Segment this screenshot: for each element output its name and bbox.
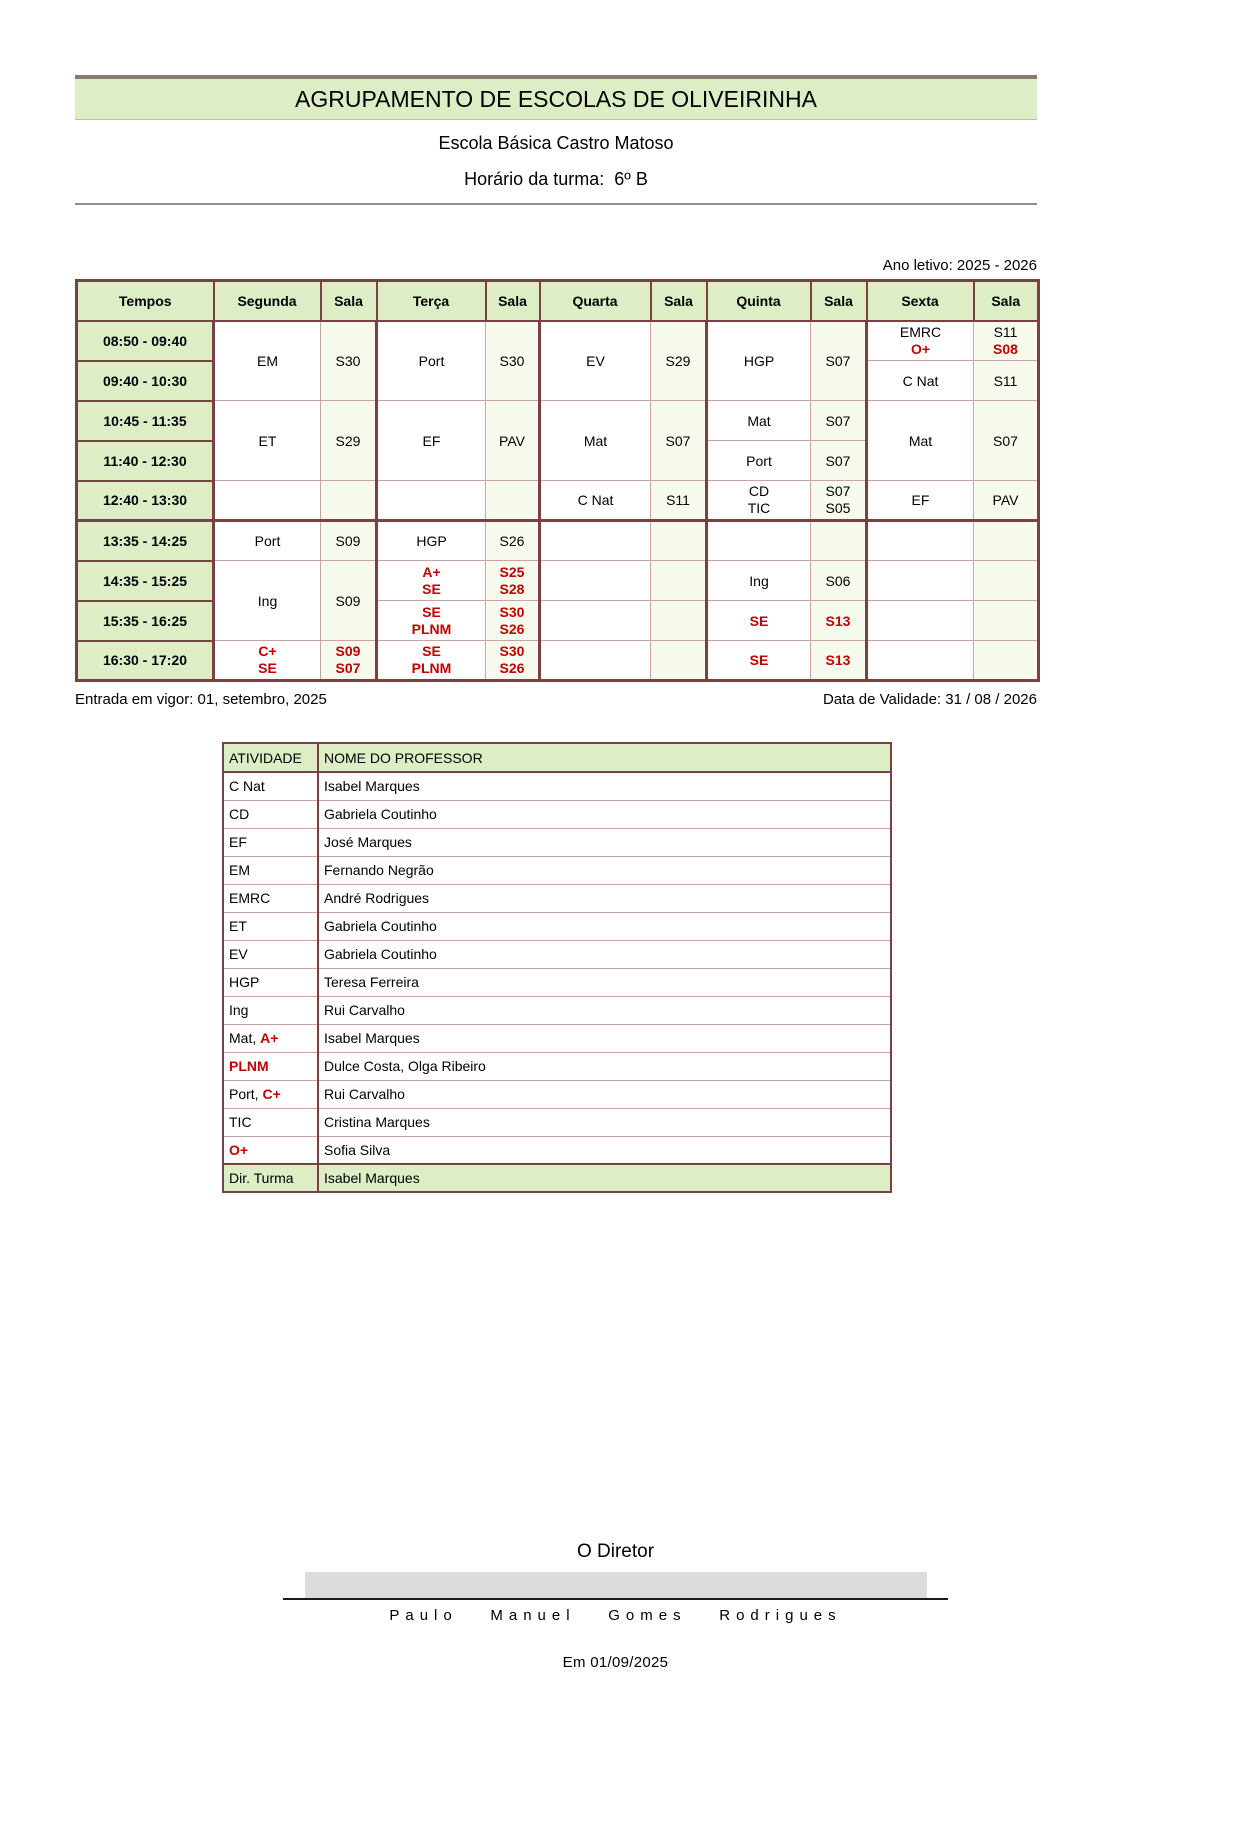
time-slot: 09:40 - 10:30 — [77, 361, 214, 401]
validity-date: Data de Validade: 31 / 08 / 2026 — [822, 691, 1037, 708]
signature-bar — [305, 1572, 927, 1598]
activity-cell — [223, 828, 318, 856]
time-slot: 12:40 - 13:30 — [77, 481, 214, 521]
room-line: S26 — [499, 660, 525, 676]
subject-cell: Ing — [214, 561, 321, 641]
professor-cell: José Marques — [318, 828, 891, 856]
room-cell — [974, 321, 1039, 361]
activity-label: Dir. Turma — [229, 1170, 294, 1186]
column-header: Terça — [377, 281, 486, 321]
subject-cell: EF — [377, 401, 486, 481]
table-row — [223, 912, 891, 940]
activity-cell — [223, 800, 318, 828]
empty-cell — [214, 481, 321, 521]
professor-cell: Gabriela Coutinho — [318, 800, 891, 828]
table-row — [223, 1136, 891, 1164]
subject-line: TIC — [747, 500, 771, 516]
empty-cell — [811, 521, 867, 561]
subject-cell: Mat — [540, 401, 651, 481]
activity-cell — [223, 1108, 318, 1136]
activity-cell — [223, 856, 318, 884]
professor-cell: André Rodrigues — [318, 884, 891, 912]
teachers-header-row — [223, 743, 891, 772]
column-header: Sala — [651, 281, 707, 321]
activity-label: TIC — [229, 1114, 252, 1130]
subject-cell: Port — [214, 521, 321, 561]
room-line: S07 — [825, 483, 851, 499]
activity-label: ET — [229, 918, 247, 934]
signature-line — [283, 1572, 948, 1600]
table-row — [223, 1164, 891, 1192]
subject-cell: C Nat — [867, 361, 974, 401]
subject-cell: SE — [707, 601, 811, 641]
subject-line: CD — [748, 483, 770, 499]
activity-label: EF — [229, 834, 247, 850]
column-header: Sala — [321, 281, 377, 321]
room-line: S30 — [499, 643, 525, 659]
table-row — [77, 321, 1039, 361]
activity-label: Ing — [229, 1002, 249, 1018]
teachers-column-header: NOME DO PROFESSOR — [318, 743, 891, 772]
activity-label: Mat, — [229, 1030, 261, 1046]
subject-line: A+ — [422, 563, 441, 580]
activity-label: EM — [229, 862, 250, 878]
time-slot: 15:35 - 16:25 — [77, 601, 214, 641]
table-row — [223, 996, 891, 1024]
empty-cell — [651, 641, 707, 681]
empty-cell — [867, 641, 974, 681]
room-line: S30 — [499, 603, 525, 620]
subject-cell: SE — [707, 641, 811, 681]
table-row — [77, 561, 1039, 601]
room-cell: S09 — [321, 521, 377, 561]
time-slot: 10:45 - 11:35 — [77, 401, 214, 441]
school-name: Escola Básica Castro Matoso — [438, 133, 674, 153]
time-slot: 14:35 - 15:25 — [77, 561, 214, 601]
director-name: Paulo Manuel Gomes Rodrigues — [389, 1607, 842, 1624]
table-row — [77, 521, 1039, 561]
column-header: Sala — [974, 281, 1039, 321]
column-header: Sala — [486, 281, 540, 321]
room-cell: S29 — [321, 401, 377, 481]
subject-cell — [867, 321, 974, 361]
professor-cell: Fernando Negrão — [318, 856, 891, 884]
room-cell: S29 — [651, 321, 707, 401]
room-cell: S11 — [974, 361, 1039, 401]
table-row — [223, 1024, 891, 1052]
column-header: Tempos — [77, 281, 214, 321]
subject-cell — [377, 561, 486, 601]
subject-cell: Ing — [707, 561, 811, 601]
activity-cell — [223, 996, 318, 1024]
subject-line: PLNM — [411, 620, 452, 637]
empty-cell — [651, 601, 707, 641]
director-title: O Diretor — [576, 1541, 655, 1562]
table-row — [223, 1080, 891, 1108]
table-row — [223, 968, 891, 996]
activity-cell — [223, 1136, 318, 1164]
table-row — [223, 884, 891, 912]
subject-line: C+ — [258, 643, 277, 659]
subject-cell — [707, 481, 811, 521]
subject-cell — [377, 641, 486, 681]
activity-cell — [223, 772, 318, 800]
timetable-table — [75, 279, 1040, 682]
room-line: S09 — [335, 643, 361, 659]
teachers-column-header: ATIVIDADE — [223, 743, 318, 772]
subject-cell: Port — [707, 441, 811, 481]
empty-cell — [707, 521, 811, 561]
empty-cell — [651, 521, 707, 561]
empty-cell — [974, 601, 1039, 641]
professor-cell: Teresa Ferreira — [318, 968, 891, 996]
activity-label: EMRC — [229, 890, 271, 906]
professor-cell: Rui Carvalho — [318, 996, 891, 1024]
document-page — [75, 75, 1037, 1671]
empty-cell — [540, 601, 651, 641]
time-slot: 11:40 - 12:30 — [77, 441, 214, 481]
room-cell: PAV — [974, 481, 1039, 521]
room-cell: S07 — [811, 321, 867, 401]
activity-label-red: C+ — [262, 1086, 281, 1102]
table-row — [223, 1052, 891, 1080]
room-line: S25 — [499, 563, 525, 580]
table-row — [77, 401, 1039, 441]
school-group-name: AGRUPAMENTO DE ESCOLAS DE OLIVEIRINHA — [295, 86, 817, 112]
class-name: 6º B — [614, 169, 648, 189]
header-divider — [75, 203, 1037, 205]
activity-label-red: A+ — [260, 1030, 279, 1046]
activity-label-red: O+ — [229, 1141, 249, 1158]
activity-cell — [223, 1080, 318, 1108]
room-cell: S30 — [486, 321, 540, 401]
professor-cell: Isabel Marques — [318, 1024, 891, 1052]
room-cell: S09 — [321, 561, 377, 641]
activity-cell — [223, 912, 318, 940]
room-cell: S11 — [651, 481, 707, 521]
room-line: S05 — [825, 500, 851, 516]
subject-cell: EF — [867, 481, 974, 521]
professor-cell: Gabriela Coutinho — [318, 940, 891, 968]
signature-area — [283, 1541, 948, 1671]
room-cell: S26 — [486, 521, 540, 561]
room-line: S07 — [335, 660, 361, 676]
table-row — [77, 481, 1039, 521]
table-row — [77, 641, 1039, 681]
school-year-label: Ano letivo: 2025 - 2026 — [882, 257, 1037, 274]
professor-cell: Rui Carvalho — [318, 1080, 891, 1108]
subject-cell: EM — [214, 321, 321, 401]
room-cell: PAV — [486, 401, 540, 481]
room-line: S08 — [993, 340, 1018, 357]
room-cell: S07 — [974, 401, 1039, 481]
subject-cell — [214, 641, 321, 681]
table-row — [223, 1108, 891, 1136]
empty-cell — [486, 481, 540, 521]
empty-cell — [974, 561, 1039, 601]
effective-date: Entrada em vigor: 01, setembro, 2025 — [75, 691, 327, 708]
room-line: S11 — [993, 323, 1018, 340]
professor-cell: Isabel Marques — [318, 1164, 891, 1192]
room-cell: S06 — [811, 561, 867, 601]
professor-cell: Gabriela Coutinho — [318, 912, 891, 940]
activity-cell — [223, 1024, 318, 1052]
subject-line: SE — [258, 660, 277, 676]
subject-cell: EV — [540, 321, 651, 401]
time-slot: 13:35 - 14:25 — [77, 521, 214, 561]
table-row — [223, 856, 891, 884]
professor-cell: Cristina Marques — [318, 1108, 891, 1136]
room-cell: S07 — [811, 401, 867, 441]
empty-cell — [651, 561, 707, 601]
room-cell: S07 — [811, 441, 867, 481]
column-header: Sala — [811, 281, 867, 321]
activity-cell — [223, 1052, 318, 1080]
column-header: Sexta — [867, 281, 974, 321]
empty-cell — [867, 561, 974, 601]
room-cell — [486, 641, 540, 681]
activity-label: EV — [229, 946, 248, 962]
activity-cell — [223, 940, 318, 968]
subject-line: SE — [422, 643, 441, 659]
subject-cell: Port — [377, 321, 486, 401]
column-header: Quarta — [540, 281, 651, 321]
subject-line: PLNM — [411, 660, 452, 676]
room-cell: S07 — [651, 401, 707, 481]
professor-cell: Dulce Costa, Olga Ribeiro — [318, 1052, 891, 1080]
subject-cell — [377, 601, 486, 641]
subject-cell: Mat — [707, 401, 811, 441]
subject-cell: HGP — [707, 321, 811, 401]
school-group-banner — [75, 75, 1037, 120]
activity-label: Port, — [229, 1086, 263, 1102]
empty-cell — [974, 641, 1039, 681]
activity-cell — [223, 1164, 318, 1192]
schedule-title — [75, 169, 1037, 190]
room-line: S28 — [499, 580, 525, 597]
subject-line: SE — [422, 603, 441, 620]
table-row — [223, 772, 891, 800]
room-cell — [486, 601, 540, 641]
room-cell: S13 — [811, 601, 867, 641]
subject-line: EMRC — [899, 323, 942, 340]
room-cell — [811, 481, 867, 521]
empty-cell — [867, 521, 974, 561]
subject-line: O+ — [910, 340, 931, 357]
empty-cell — [540, 561, 651, 601]
room-cell: S30 — [321, 321, 377, 401]
activity-cell — [223, 968, 318, 996]
activity-label: CD — [229, 806, 250, 822]
room-cell: S13 — [811, 641, 867, 681]
activity-cell — [223, 884, 318, 912]
timetable-header-row — [77, 281, 1039, 321]
time-slot: 16:30 - 17:20 — [77, 641, 214, 681]
empty-cell — [867, 601, 974, 641]
table-row — [223, 828, 891, 856]
empty-cell — [974, 521, 1039, 561]
professor-cell: Isabel Marques — [318, 772, 891, 800]
subject-line: SE — [422, 580, 441, 597]
room-cell — [321, 641, 377, 681]
subject-cell: HGP — [377, 521, 486, 561]
empty-cell — [377, 481, 486, 521]
professor-cell: Sofia Silva — [318, 1136, 891, 1164]
issue-date: Em 01/09/2025 — [562, 1654, 669, 1671]
room-cell — [486, 561, 540, 601]
table-row — [223, 800, 891, 828]
empty-cell — [540, 641, 651, 681]
activity-label: C Nat — [229, 778, 265, 795]
validity-row — [75, 691, 1037, 708]
column-header: Quinta — [707, 281, 811, 321]
subject-cell: ET — [214, 401, 321, 481]
teachers-table — [222, 742, 892, 1193]
empty-cell — [540, 521, 651, 561]
time-slot: 08:50 - 09:40 — [77, 321, 214, 361]
room-line: S26 — [499, 620, 525, 637]
subject-cell: Mat — [867, 401, 974, 481]
empty-cell — [321, 481, 377, 521]
activity-label-red: PLNM — [229, 1058, 269, 1074]
column-header: Segunda — [214, 281, 321, 321]
activity-label: HGP — [229, 974, 260, 990]
table-row — [223, 940, 891, 968]
schedule-label: Horário da turma: — [464, 169, 605, 189]
subject-cell: C Nat — [540, 481, 651, 521]
